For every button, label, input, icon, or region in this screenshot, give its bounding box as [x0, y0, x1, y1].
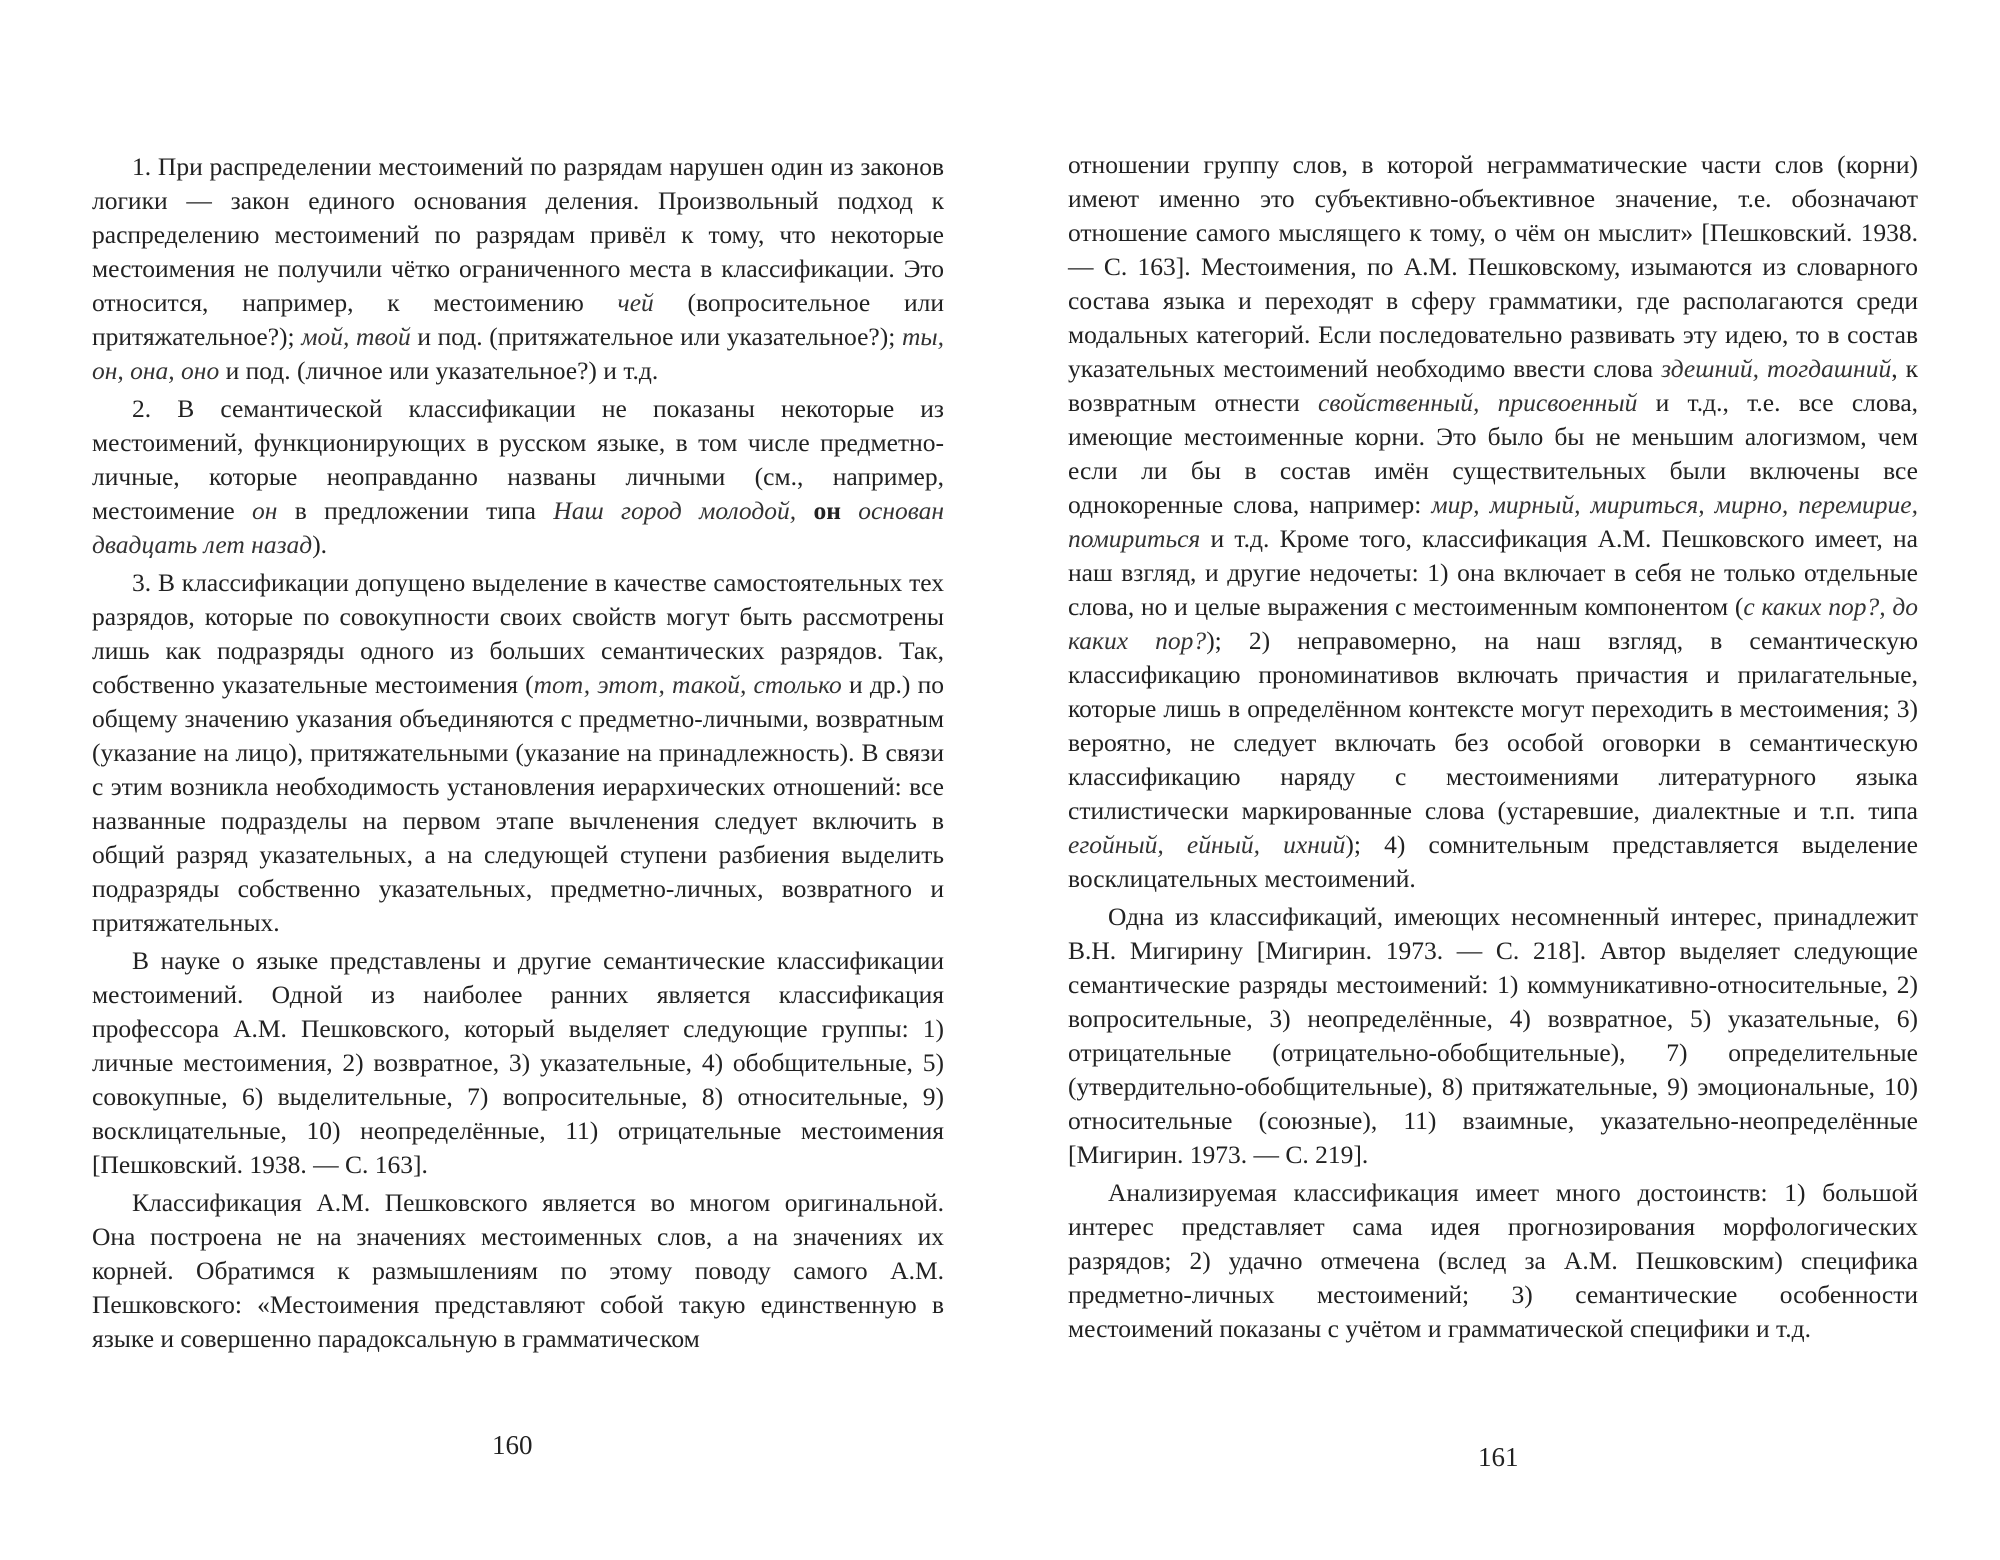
text-run: и под. (личное или указательное?) и т.д. [219, 356, 659, 385]
left-page [92, 150, 944, 1356]
paragraph [92, 392, 944, 562]
italic-run: мир, мирный, мириться, мирно, перемирие, помириться [1068, 490, 1918, 553]
paragraph [1068, 148, 1918, 896]
italic-run: тот, этот, такой, столько [533, 670, 842, 699]
italic-run: основан двадцать лет назад [92, 496, 945, 559]
italic-run: он [252, 496, 278, 525]
italic-run: ты, он, она, оно [92, 322, 945, 385]
text-run: 1. При распределении местоимений по разрядам нарушен один из законов логики — закон единого основания деления. Произвольный подход к распределению местоимений по разрядам привёл к тому, что некоторые местоимения не получили чётко ограниченного места в классификации. Это относится, например, к местоимению [92, 152, 944, 317]
italic-run: егойный, ейный, ихний [1068, 830, 1346, 859]
paragraph [92, 150, 944, 388]
text-run: и т.д., т.е. все слова, имеющие местоименные корни. Это было бы не меньшим алогизмом, чем если ли бы в состав имён существительных были включены все однокоренные слова, например: [1068, 388, 1919, 519]
paragraph [92, 1186, 944, 1356]
text-run: и т.д. Кроме того, классификация А.М. Пешковского имеет, на наш взгляд, и другие недочеты: 1) она включает в себя не только отдельные слова, но и целые выражения с местоименным компонентом ( [1068, 524, 1918, 621]
italic-run: с каких пор?, до каких пор? [1068, 592, 1918, 655]
paragraph [92, 566, 944, 940]
text-run: В науке о языке представлены и другие семантические классификации местоимений. Одной из наиболее ранних является классификация профессора А.М. Пешковского, который выделяет следующие группы: 1) личные местоимения, 2) возвратное, 3) указательные, 4) обобщительные, 5) совокупные, 6) выделительные, 7) вопросительные, 8) относительные, 9) восклицательные, 10) неопределённые, 11) отрицательные местоимения [Пешковский. 1938. — С. 163]. [92, 946, 944, 1179]
text-run: и др.) по общему значению указания объединяются с предметно-личными, возвратным (указание на лицо), притяжательными (указание на принадлежность). В связи с этим возникла необходимость установления иерархических отношений: все названные подразделы на первом этапе вычленения следует включить в общий разряд указательных, а на следующей ступени разбиения выделить подразряды собственно указательных, предметно-личных, возвратного и притяжательных. [92, 670, 944, 937]
paragraph [1068, 1176, 1918, 1346]
paragraph [92, 944, 944, 1182]
paragraph [1068, 900, 1918, 1172]
text-run: Анализируемая классификация имеет много достоинств: 1) большой интерес представляет сама идея прогнозирования морфологических разрядов; 2) удачно отмечена (вслед за А.М. Пешковским) специфика предметно-личных местоимений; 3) семантические особенности местоимений показаны с учётом и грамматической специфики и т.д. [1068, 1178, 1918, 1343]
text-run: Одна из классификаций, имеющих несомненный интерес, принадлежит В.Н. Мигирину [Мигирин. 1973. — С. 218]. Автор выделяет следующие семантические разряды местоимений: 1) коммуникативно-относительные, 2) вопросительные, 3) неопределённые, 4) возвратное, 5) указательные, 6) отрицательные (отрицательно-обобщительные), 7) определительные (утвердительно-обобщительные), 8) притяжательные, 9) эмоциональные, 10) относительные (союзные), 11) взаимные, указательно-неопределённые [Мигирин. 1973. — С. 219]. [1068, 902, 1918, 1169]
page-number-right: 161 [1478, 1442, 1519, 1472]
italic-run: Наш город молодой, [553, 496, 814, 525]
text-run: Классификация А.М. Пешковского является во многом оригинальной. Она построена не на значениях местоименных слов, а на значениях их корней. Обратимся к размышлениям по этому поводу самого А.М. Пешковского: «Местоимения представляют собой такую единственную в языке и совершенно парадоксальную в грамматическом [92, 1188, 944, 1353]
text-run: 2. В семантической классификации не показаны некоторые из местоимений, функционирующих в русском языке, в том числе предметно-личные, которые неоправданно названы личными (см., например, местоимение [92, 394, 944, 525]
italic-run: мой, твой [301, 322, 411, 351]
text-run: ). [312, 530, 328, 559]
text-run: в предложении типа [277, 496, 554, 525]
right-page [1068, 148, 1918, 1346]
text-run: ); 2) неправомерно, на наш взгляд, в семантическую классификацию прономинативов включать причастия и прилагательные, которые лишь в определённом контексте могут переходить в местоимения; 3) вероятно, не следует включать без особой оговорки в семантическую классификацию наряду с местоимениями литературного языка стилистически маркированные слова (устаревшие, диалектные и т.п. типа [1068, 626, 1918, 825]
text-run: (вопросительное или притяжательное?); [92, 288, 945, 351]
italic-run: здешний, тогдашний [1661, 354, 1892, 383]
text-run: , к возвратным отнести [1068, 354, 1918, 417]
italic-run: чей [617, 288, 654, 317]
text-run: 3. В классификации допущено выделение в качестве самостоятельных тех разрядов, которые по совокупности своих свойств могут быть рассмотрены лишь как подразряды одного из больших семантических разрядов. Так, собственно указательные местоимения ( [92, 568, 944, 699]
italic-run: свойственный, присвоенный [1318, 388, 1638, 417]
text-run: и под. (притяжательное или указательное?); [410, 322, 902, 351]
text-run: ); 4) сомнительным представляется выделение восклицательных местоимений. [1068, 830, 1918, 893]
bold-run: он [813, 496, 841, 525]
page-number-left: 160 [492, 1430, 533, 1460]
text-run: отношении группу слов, в которой неграмматические части слов (корни) имеют именно это субъективно-объективное значение, т.е. обозначают отношение самого мыслящего к тому, о чём он мыслит» [Пешковский. 1938. — С. 163]. Местоимения, по А.М. Пешковскому, изымаются из словарного состава языка и переходят в сферу грамматики, где располагаются среди модальных категорий. Если последовательно развивать эту идею, то в состав указательных местоимений необходимо ввести слова [1068, 150, 1918, 383]
